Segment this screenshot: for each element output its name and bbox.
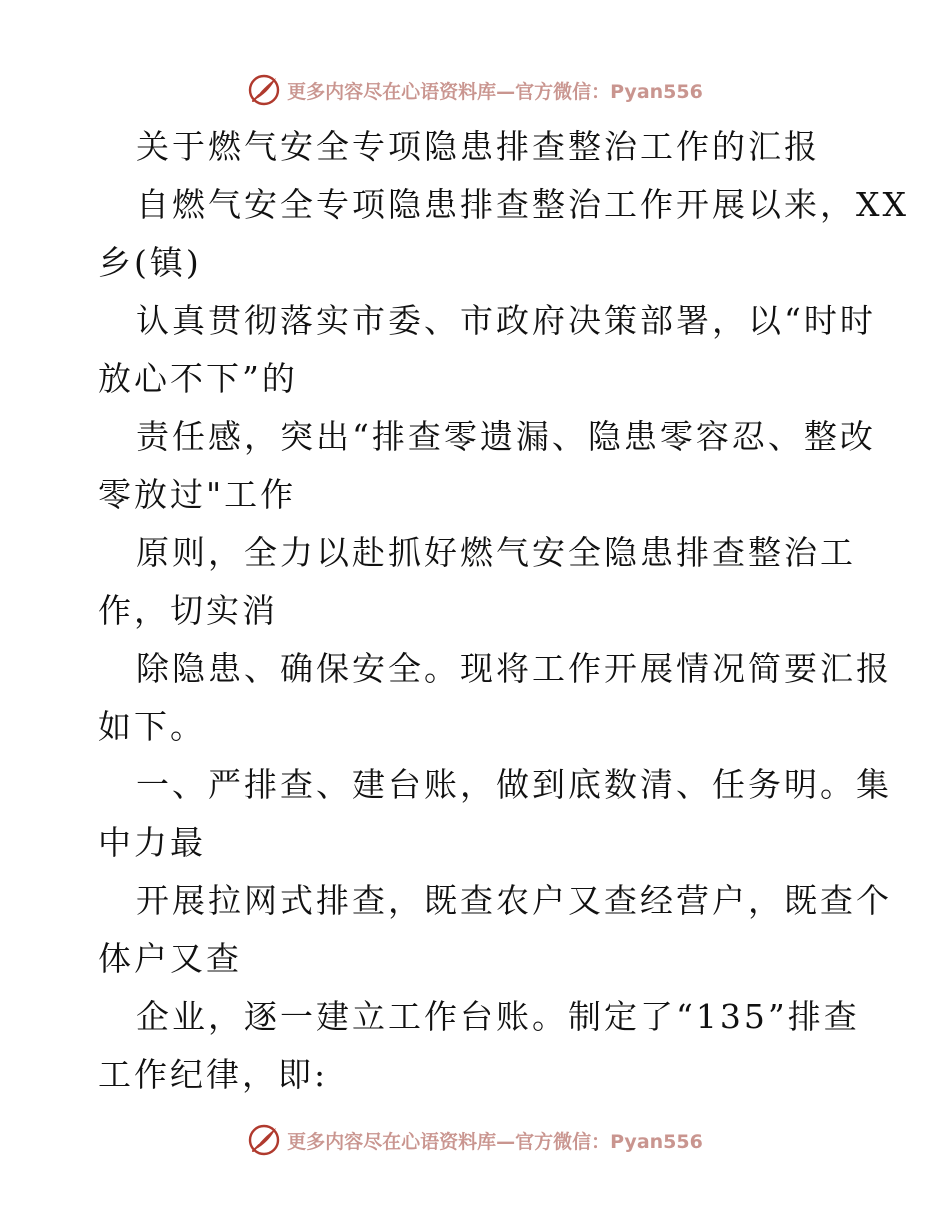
section-heading-line: 一、严排查、建台账，做到底数清、任务明。集	[136, 765, 892, 804]
paragraph-line: 责任感，突出“排查零遗漏、隐患零容忍、整改	[136, 417, 876, 456]
paragraph-line: 除隐患、确保安全。现将工作开展情况简要汇报	[136, 649, 892, 688]
footer-watermark	[0, 1120, 950, 1160]
paragraph-line: 体户又查	[98, 939, 242, 978]
header-watermark	[0, 70, 950, 110]
watermark-text: 更多内容尽在心语资料库—官方微信：Pyan556	[287, 80, 703, 103]
paragraph-line: 乡(镇)	[98, 243, 202, 282]
paragraph-line: 零放过"工作	[98, 475, 297, 514]
paragraph-line: 中力最	[98, 823, 206, 862]
paragraph-line: 开展拉网式排查，既查农户又查经营户，既查个	[136, 881, 892, 920]
paragraph-line: 认真贯彻落实市委、市政府决策部署，以“时时	[136, 301, 876, 340]
paragraph-line: 如下。	[98, 707, 206, 746]
document-body	[98, 118, 909, 1104]
paragraph-line: 作，切实消	[98, 591, 278, 630]
paragraph-line: 自燃气安全专项隐患排查整治工作开展以来，XX	[136, 185, 909, 224]
paragraph-line: 放心不下”的	[98, 359, 298, 398]
paragraph-line: 原则，全力以赴抓好燃气安全隐患排查整治工	[136, 533, 856, 572]
quill-logo-icon	[247, 73, 281, 107]
watermark-text: 更多内容尽在心语资料库—官方微信：Pyan556	[287, 1130, 703, 1153]
document-title: 关于燃气安全专项隐患排查整治工作的汇报	[136, 127, 820, 166]
paragraph-line: 工作纪律，即:	[98, 1055, 329, 1094]
quill-logo-icon	[247, 1123, 281, 1157]
paragraph-line: 企业，逐一建立工作台账。制定了“135”排查	[136, 997, 860, 1036]
